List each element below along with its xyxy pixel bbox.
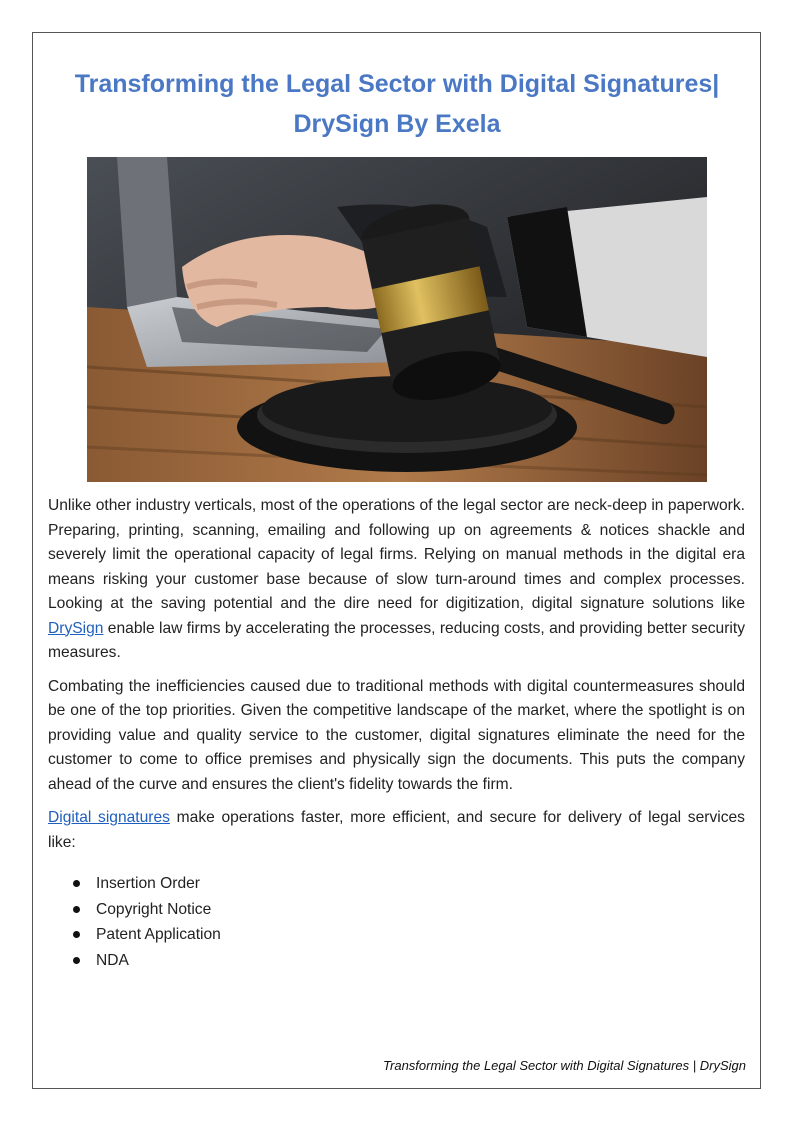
list-item-label: Patent Application: [96, 926, 221, 943]
paragraph-1-text-end: enable law firms by accelerating the processes, reducing costs, and providing better security measures.: [48, 619, 745, 661]
article-body: [48, 494, 745, 973]
list-item: [48, 871, 745, 897]
bullet-dot-icon: [73, 880, 80, 887]
services-list: [48, 871, 745, 973]
bullet-dot-icon: [73, 931, 80, 938]
paragraph-3-text: make operations faster, more efficient, and secure for delivery of legal services like:: [48, 809, 745, 851]
document-title: [48, 64, 746, 144]
bullet-dot-icon: [73, 957, 80, 964]
paragraph-1-text: Unlike other industry verticals, most of the operations of the legal sector are neck-deep in paperwork. Preparing, printing, scanning, emailing and following up on agreements & notices shackle and severely limit the operational capacity of legal firms. Relying on manual methods in the digital era means risking your customer base because of slow turn-around times and complex processes. Looking at the saving potential and the dire need for digitization, digital signature solutions like: [48, 497, 745, 612]
gavel-laptop-photo: [87, 157, 707, 482]
list-item-label: NDA: [96, 951, 129, 969]
title-line-2: DrySign By Exela: [293, 110, 501, 138]
list-item: [48, 922, 745, 948]
title-line-1: Transforming the Legal Sector with Digital Signatures|: [74, 70, 720, 98]
digital-signatures-link[interactable]: Digital signatures: [48, 809, 170, 826]
drysign-link[interactable]: DrySign: [48, 619, 104, 637]
bullet-dot-icon: [73, 906, 80, 913]
paragraph-3: [48, 806, 745, 855]
list-item: [48, 948, 745, 974]
paragraph-2: Combating the inefficiencies caused due to traditional methods with digital countermeasures should be one of the top priorities. Given the competitive landscape of the market, where the spotlight is on providing value and quality service to the customer, digital signatures eliminate the need for the customer to come to office premises and physically sign the documents. This puts the company ahead of the curve and ensures the client's fidelity towards the firm.: [48, 677, 745, 793]
list-item-label: Copyright Notice: [96, 900, 212, 918]
list-item-label: Insertion Order: [96, 875, 201, 892]
page-footer: Transforming the Legal Sector with Digital Signatures | DrySign: [383, 1058, 746, 1073]
list-item: [48, 897, 745, 923]
paragraph-1: [48, 494, 745, 666]
